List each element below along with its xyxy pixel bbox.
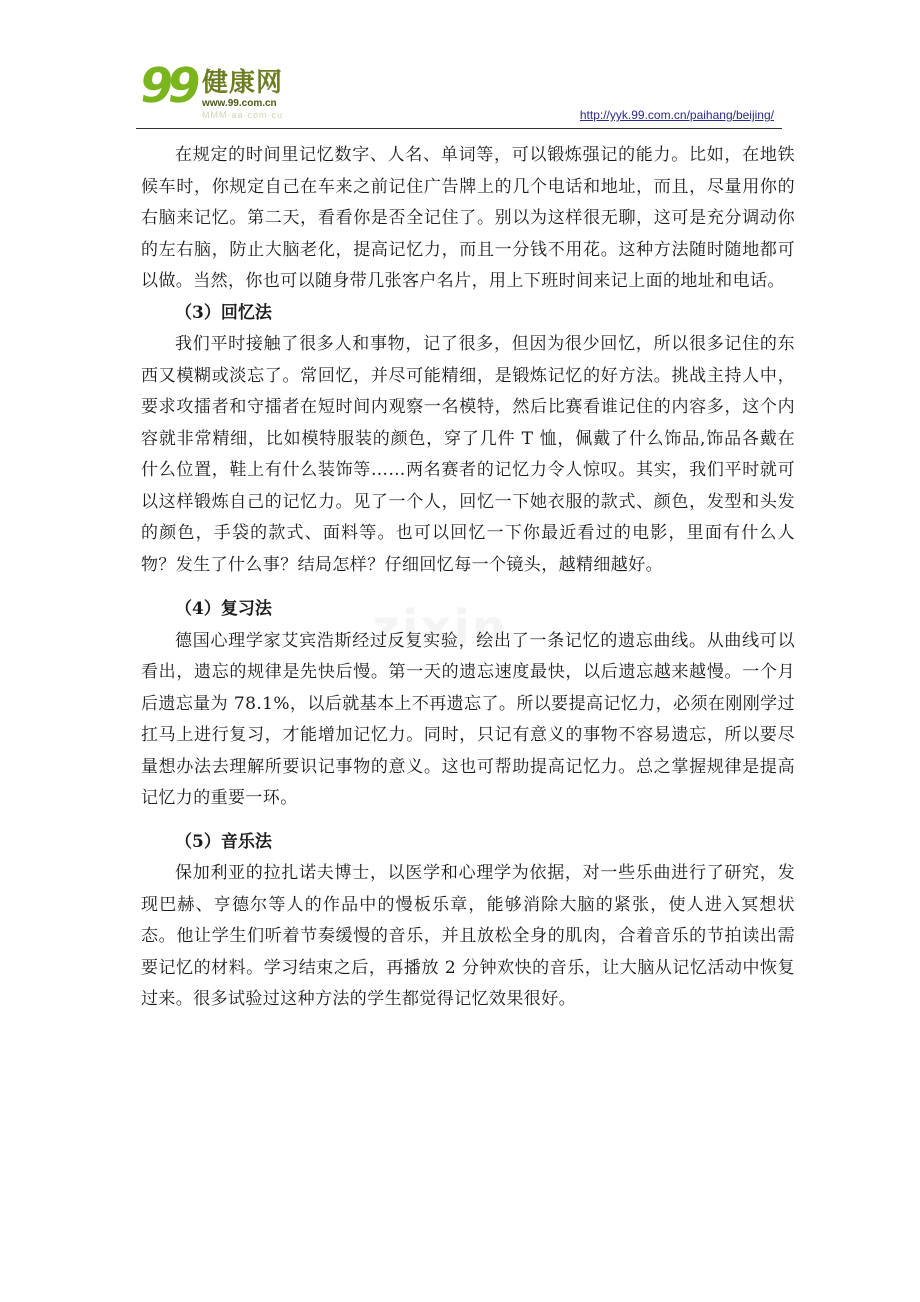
article-body [141,140,795,1016]
logo-url-reflection: MMM·aa·com·cu [202,110,284,120]
header-divider [136,128,782,129]
paragraph-memorize: 在规定的时间里记忆数字、人名、单词等，可以锻炼强记的能力。比如，在地铁候车时，你规定自己在车来之前记住广告牌上的几个电话和地址，而且，尽量用你的右脑来记忆。第二天，看看你是否全记住了。别以为这样很无聊，这可是充分调动你的左右脑，防止大脑老化，提高记忆力，而且一分钱不用花。这种方法随时随地都可以做。当然，你也可以随身带几张客户名片，用上下班时间来记上面的地址和电话。 [141,145,795,291]
paragraph-review: 德国心理学家艾宾浩斯经过反复实验，绘出了一条记忆的遗忘曲线。从曲线可以看出，遗忘的规律是先快后慢。第一天的遗忘速度最快，以后遗忘越来越慢。一个月后遗忘量为 78.1%，以后就基本上不再遗忘了。所以要提高记忆力，必须在刚刚学过扛马上进行复习，才能增加记忆力。同时，只记有意义的事物不容易遗忘，所以要尽量想办法去理解所要识记事物的意义。这也可帮助提高记忆力。总之掌握规律是提高记忆力的重要一环。 [141,630,795,808]
page-header [0,0,920,135]
header-link[interactable]: http://yyk.99.com.cn/paihang/beijing/ [579,108,774,122]
logo-name: 健康网 [202,68,284,98]
site-logo[interactable] [136,58,340,122]
spacer [141,815,795,827]
paragraph-music: 保加利亚的拉扎诺夫博士，以医学和心理学为依据，对一些乐曲进行了研究，发现巴赫、亨德尔等人的作品中的慢板乐章，能够消除大脑的紧张，使人进入冥想状态。他让学生们听着节奏缓慢的音乐，并且放松全身的肌肉，合着音乐的节拍读出需要记忆的材料。学习结束之后，再播放 2 分钟欢快的音乐，让大脑从记忆活动中恢复过来。很多试验过这种方法的学生都觉得记忆效果很好。 [141,863,795,1009]
logo-url: www.99.com.cn [202,98,277,109]
heading-music-method: （5）音乐法 [175,831,272,852]
paragraph-recall: 我们平时接触了很多人和事物，记了很多，但因为很少回忆，所以很多记住的东西又模糊或淡忘了。常回忆，并尽可能精细，是锻炼记忆的好方法。挑战主持人中，要求攻擂者和守擂者在短时间内观察一名模特，然后比赛看谁记住的内容多，这个内容就非常精细，比如模特服装的颜色，穿了几件 T 恤，佩戴了什么饰品,饰品各戴在什么位置，鞋上有什么装饰等……两名赛者的记忆力令人惊叹。其实，我们平时就可以这样锻炼自己的记忆力。见了一个人，回忆一下她衣服的款式、颜色，发型和头发的颜色，手袋的款式、面料等。也可以回忆一下你最近看过的电影，里面有什么人物？发生了什么事？结局怎样？仔细回忆每一个镜头，越精细越好。 [141,334,795,575]
logo-number: 99 [136,58,199,114]
heading-review-method: （4）复习法 [175,599,272,619]
heading-recall-method: （3）回忆法 [175,302,272,323]
spacer [141,581,795,594]
